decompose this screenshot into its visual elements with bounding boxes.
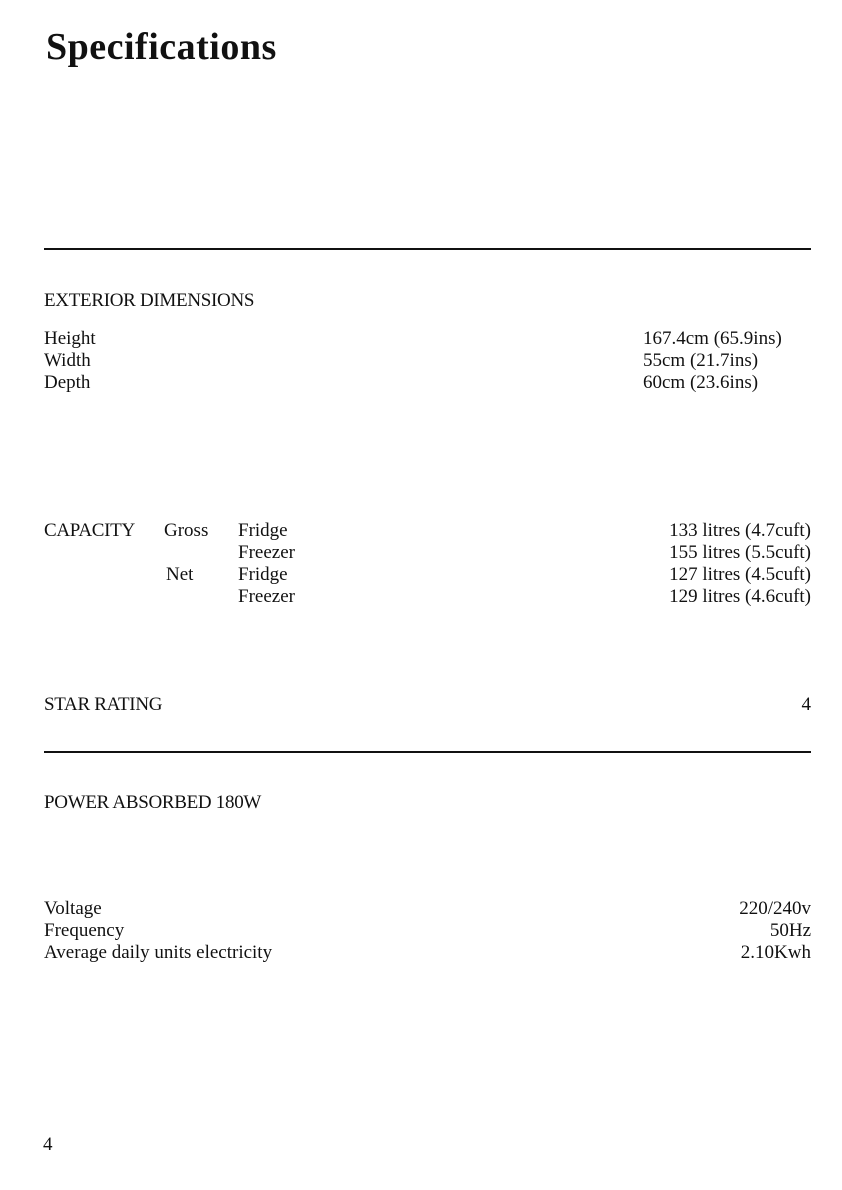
capacity-gross-fridge-label: Fridge: [238, 520, 288, 541]
average-daily-units-label: Average daily units electricity: [44, 942, 273, 963]
capacity-net-label: Net: [166, 564, 194, 585]
capacity-gross-label: Gross: [164, 520, 209, 541]
voltage-label: Voltage: [44, 898, 102, 919]
star-rating-label: STAR RATING: [44, 694, 163, 715]
depth-label: Depth: [44, 372, 91, 393]
capacity-gross-freezer-label: Freezer: [238, 542, 295, 563]
capacity-net-fridge-value: 127 litres (4.5cuft): [669, 564, 811, 585]
average-daily-units-value: 2.10Kwh: [740, 942, 811, 963]
capacity-gross-freezer-value: 155 litres (5.5cuft): [669, 542, 811, 563]
star-rating-value: 4: [801, 694, 811, 715]
height-value: 167.4cm (65.9ins): [643, 328, 782, 349]
depth-value: 60cm (23.6ins): [643, 372, 759, 393]
height-label: Height: [44, 328, 96, 349]
width-label: Width: [44, 350, 91, 371]
exterior-dimensions-heading: EXTERIOR DIMENSIONS: [44, 290, 255, 311]
capacity-heading: CAPACITY: [44, 520, 135, 541]
capacity-net-freezer-value: 129 litres (4.6cuft): [669, 586, 811, 607]
divider-top: [44, 248, 811, 250]
voltage-value: 220/240v: [739, 898, 811, 919]
capacity-net-fridge-label: Fridge: [238, 564, 288, 585]
frequency-value: 50Hz: [769, 920, 811, 941]
capacity-gross-fridge-value: 133 litres (4.7cuft): [669, 520, 811, 541]
page-number: 4: [43, 1134, 53, 1155]
frequency-label: Frequency: [44, 920, 125, 941]
page-title: Specifications: [46, 26, 277, 68]
width-value: 55cm (21.7ins): [643, 350, 759, 371]
capacity-net-freezer-label: Freezer: [238, 586, 295, 607]
divider-middle: [44, 751, 811, 753]
power-absorbed-heading: POWER ABSORBED 180W: [44, 792, 262, 813]
